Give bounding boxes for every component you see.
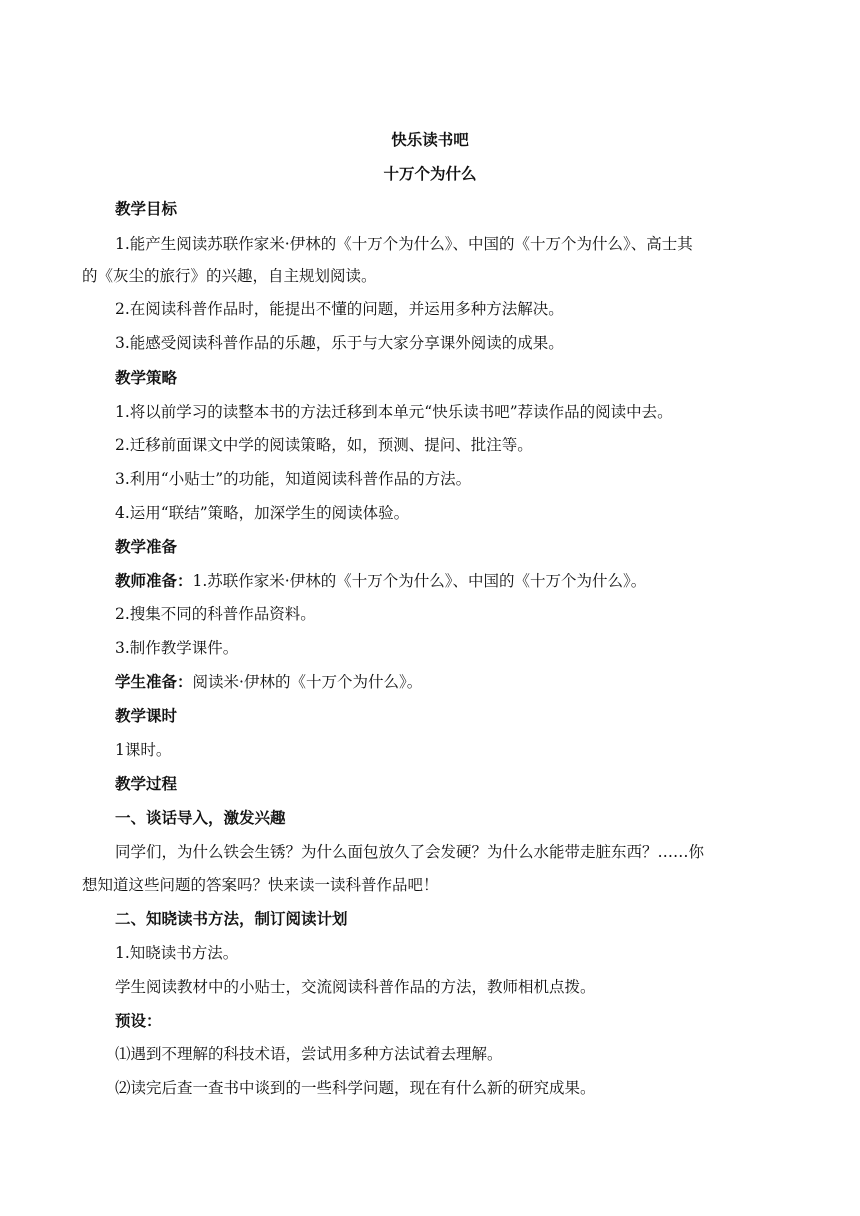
strategy-item-1: 1.将以前学习的读整本书的方法迁移到本单元“快乐读书吧”荐读作品的阅读中去。 bbox=[115, 403, 673, 421]
process-part-2-text: 学生阅读教材中的小贴士，交流阅读科普作品的方法，教师相机点拨。 bbox=[115, 978, 596, 996]
teacher-prep-item-3: 3.制作教学课件。 bbox=[115, 639, 239, 657]
teacher-prep-item-2: 2.搜集不同的科普作品资料。 bbox=[115, 605, 316, 623]
process-part-1-line-2: 想知道这些问题的答案吗？快来读一读科普作品吧！ bbox=[82, 876, 439, 894]
process-heading: 教学过程 bbox=[115, 775, 178, 793]
goal-item-3: 3.能感受阅读科普作品的乐趣，乐于与大家分享课外阅读的成果。 bbox=[115, 334, 564, 352]
strategy-heading: 教学策略 bbox=[115, 369, 178, 387]
hours-heading: 教学课时 bbox=[115, 707, 178, 725]
hours-text: 1课时。 bbox=[115, 741, 172, 759]
goal-item-1-line-2: 的《灰尘的旅行》的兴趣，自主规划阅读。 bbox=[82, 267, 377, 285]
preset-label: 预设： bbox=[115, 1012, 162, 1030]
prep-heading: 教学准备 bbox=[115, 538, 178, 556]
teacher-prep-label: 教师准备： bbox=[115, 572, 193, 590]
preset-item-1: ⑴遇到不理解的科技术语，尝试用多种方法试着去理解。 bbox=[115, 1045, 503, 1063]
student-prep-text: 阅读米·伊林的《十万个为什么》。 bbox=[192, 673, 423, 691]
teacher-prep-item-1: 1.苏联作家米·伊林的《十万个为什么》、中国的《十万个为什么》。 bbox=[192, 572, 647, 590]
goals-heading: 教学目标 bbox=[115, 200, 178, 218]
goal-item-1-line-1: 1.能产生阅读苏联作家米·伊林的《十万个为什么》、中国的《十万个为什么》、高士其 bbox=[115, 235, 693, 253]
process-part-1-line-1: 同学们，为什么铁会生锈？为什么面包放久了会发硬？为什么水能带走脏东西？……你 bbox=[115, 843, 705, 861]
strategy-item-3: 3.利用“小贴士”的功能，知道阅读科普作品的方法。 bbox=[115, 470, 472, 488]
teacher-prep-line bbox=[82, 571, 815, 591]
doc-subtitle: 十万个为什么 bbox=[383, 165, 477, 183]
doc-title: 快乐读书吧 bbox=[391, 131, 469, 149]
student-prep-line bbox=[82, 672, 815, 692]
student-prep-label: 学生准备： bbox=[115, 673, 193, 691]
process-part-2-heading: 二、知晓读书方法，制订阅读计划 bbox=[115, 910, 348, 928]
process-part-2-item-1: 1.知晓读书方法。 bbox=[115, 944, 239, 962]
preset-item-2: ⑵读完后查一查书中谈到的一些科学问题，现在有什么新的研究成果。 bbox=[115, 1079, 596, 1097]
goal-item-2: 2.在阅读科普作品时，能提出不懂的问题，并运用多种方法解决。 bbox=[115, 300, 564, 318]
process-part-1-heading: 一、谈话导入，激发兴趣 bbox=[115, 809, 286, 827]
strategy-item-4: 4.运用“联结”策略，加深学生的阅读体验。 bbox=[115, 504, 410, 522]
strategy-item-2: 2.迁移前面课文中学的阅读策略，如，预测、提问、批注等。 bbox=[115, 436, 533, 454]
